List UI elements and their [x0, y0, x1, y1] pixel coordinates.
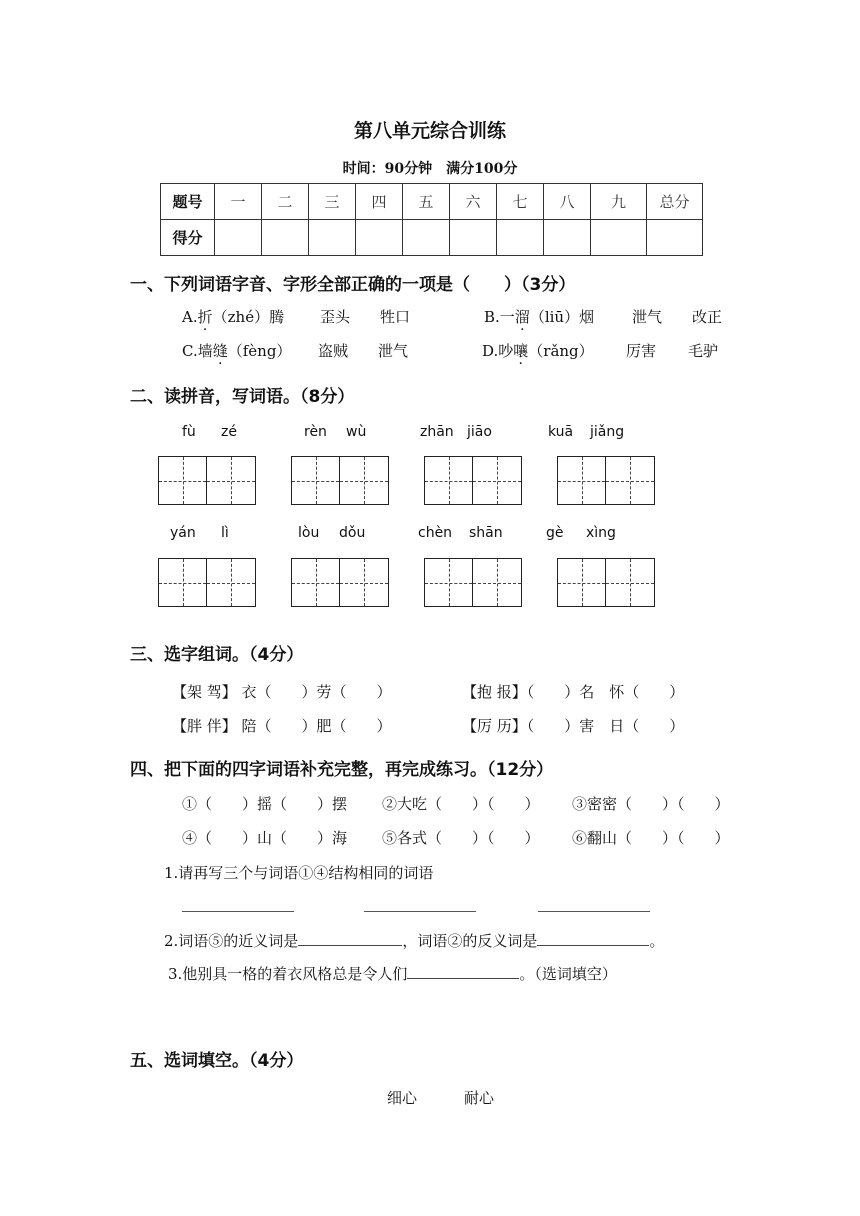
question-2-part-2: ，词语②的反义词是: [402, 932, 538, 950]
pinyin: wù: [346, 424, 367, 440]
score-cell[interactable]: [591, 220, 647, 256]
pinyin: jiǎng: [590, 424, 625, 440]
option-d-pinyin: （rǎng）: [528, 342, 594, 360]
pinyin: gè: [546, 525, 564, 541]
score-cell[interactable]: [403, 220, 450, 256]
writing-grid[interactable]: [424, 558, 522, 607]
option-d-prefix: D.吵: [482, 342, 514, 360]
answer-blank[interactable]: [298, 931, 402, 946]
option-a-dotted-char: 折: [197, 308, 213, 326]
word-option-1: 细心: [387, 1089, 418, 1107]
option-d: [482, 340, 594, 361]
option-d-word-3: 毛驴: [688, 342, 719, 360]
writing-grid[interactable]: [557, 456, 655, 505]
word-choice-3: 【胖 伴】 陪（ ）肥（ ）: [172, 717, 392, 735]
column-label: 四: [356, 184, 403, 220]
question-2-part-3: 。: [649, 932, 665, 950]
option-c-pinyin: （fèng）: [227, 342, 292, 360]
score-cell[interactable]: [450, 220, 497, 256]
page-title: 第八单元综合训练: [353, 120, 506, 142]
option-a-pinyin: （zhé）腾: [212, 308, 285, 326]
idiom-2: ②大吃（ ）（ ）: [382, 795, 540, 813]
writing-grid[interactable]: [424, 456, 522, 505]
section-1-heading: 一、下列词语字音、字形全部正确的一项是（ ）（3分）: [130, 275, 576, 295]
section-4-heading: 四、把下面的四字词语补充完整，再完成练习。（12分）: [130, 760, 554, 780]
writing-grid[interactable]: [158, 558, 256, 607]
option-a-prefix: A.: [182, 308, 198, 326]
score-table-header-row: [161, 184, 703, 220]
writing-grid[interactable]: [158, 456, 256, 505]
option-c: [182, 340, 291, 361]
answer-blank[interactable]: [407, 964, 519, 979]
column-label: 三: [309, 184, 356, 220]
column-label: 八: [544, 184, 591, 220]
question-2-part-1: 2.词语⑤的近义词是: [164, 932, 299, 950]
idiom-3: ③密密（ ）（ ）: [572, 795, 730, 813]
pinyin: lòu: [298, 525, 320, 541]
pinyin: rèn: [304, 424, 327, 440]
option-d-word-2: 厉害: [626, 342, 657, 360]
option-d-dotted-char: 嚷: [513, 342, 529, 360]
option-b-dotted-char: 溜: [514, 308, 530, 326]
header-label: 题号: [161, 184, 215, 220]
pinyin: dǒu: [339, 525, 366, 541]
option-a: [182, 306, 284, 327]
option-c-word-3: 泄气: [378, 342, 409, 360]
answer-line[interactable]: [182, 911, 294, 912]
question-3-part-1: 3.他别具一格的着衣风格总是令人们: [168, 965, 408, 983]
score-table-score-row: [161, 220, 703, 256]
option-b-prefix: B.一: [484, 308, 515, 326]
option-c-prefix: C.墙: [182, 342, 213, 360]
score-cell[interactable]: [309, 220, 356, 256]
score-cell[interactable]: [497, 220, 544, 256]
idiom-4: ④（ ）山（ ）海: [182, 829, 348, 847]
section-3-heading: 三、选字组词。（4分）: [130, 645, 304, 665]
question-1: 1.请再写三个与词语①④结构相同的词语: [164, 864, 434, 882]
pinyin: fù: [182, 424, 196, 440]
section-2-heading: 二、读拼音，写词语。（8分）: [130, 387, 355, 407]
score-cell[interactable]: [215, 220, 262, 256]
word-option-2: 耐心: [464, 1089, 495, 1107]
pinyin: jiāo: [467, 424, 492, 440]
score-label: 得分: [161, 220, 215, 256]
idiom-1: ①（ ）摇（ ）摆: [182, 795, 348, 813]
answer-line[interactable]: [538, 911, 650, 912]
score-cell[interactable]: [262, 220, 309, 256]
column-label: 六: [450, 184, 497, 220]
answer-blank[interactable]: [537, 931, 649, 946]
pinyin: zhān: [420, 424, 454, 440]
answer-line[interactable]: [364, 911, 476, 912]
idiom-6: ⑥翻山（ ）（ ）: [572, 829, 730, 847]
option-c-word-2: 盗贼: [318, 342, 349, 360]
score-cell[interactable]: [544, 220, 591, 256]
option-a-word-3: 牲口: [380, 308, 411, 326]
column-label: 总分: [647, 184, 703, 220]
writing-grid[interactable]: [291, 558, 389, 607]
question-2: [164, 930, 664, 951]
writing-grid[interactable]: [557, 558, 655, 607]
pinyin: chèn: [418, 525, 453, 541]
writing-grid[interactable]: [291, 456, 389, 505]
idiom-5: ⑤各式（ ）（ ）: [382, 829, 540, 847]
option-c-dotted-char: 缝: [212, 342, 228, 360]
option-b-pinyin: （liū）烟: [529, 308, 595, 326]
column-label: 九: [591, 184, 647, 220]
score-table: [160, 183, 703, 256]
option-b-word-2: 泄气: [632, 308, 663, 326]
pinyin: kuā: [548, 424, 574, 440]
word-choice-4: 【厉 历】（ ）害 日（ ）: [462, 717, 685, 735]
option-b-word-3: 改正: [692, 308, 723, 326]
pinyin: zé: [221, 424, 237, 440]
question-3-part-2: 。（选词填空）: [519, 965, 617, 983]
column-label: 五: [403, 184, 450, 220]
pinyin: xìng: [586, 525, 616, 541]
question-3: [168, 963, 617, 984]
word-choice-2: 【抱 报】（ ）名 怀（ ）: [462, 683, 685, 701]
score-cell[interactable]: [356, 220, 403, 256]
column-label: 二: [262, 184, 309, 220]
pinyin: shān: [469, 525, 503, 541]
word-choice-1: 【架 驾】 衣（ ）劳（ ）: [172, 683, 392, 701]
score-cell[interactable]: [647, 220, 703, 256]
column-label: 七: [497, 184, 544, 220]
column-label: 一: [215, 184, 262, 220]
option-b: [484, 306, 594, 327]
section-5-heading: 五、选词填空。（4分）: [130, 1051, 304, 1071]
exam-info: 时间：90分钟 满分100分: [342, 161, 518, 177]
option-a-word-2: 歪头: [320, 308, 351, 326]
pinyin: lì: [221, 525, 229, 541]
pinyin: yán: [170, 525, 196, 541]
